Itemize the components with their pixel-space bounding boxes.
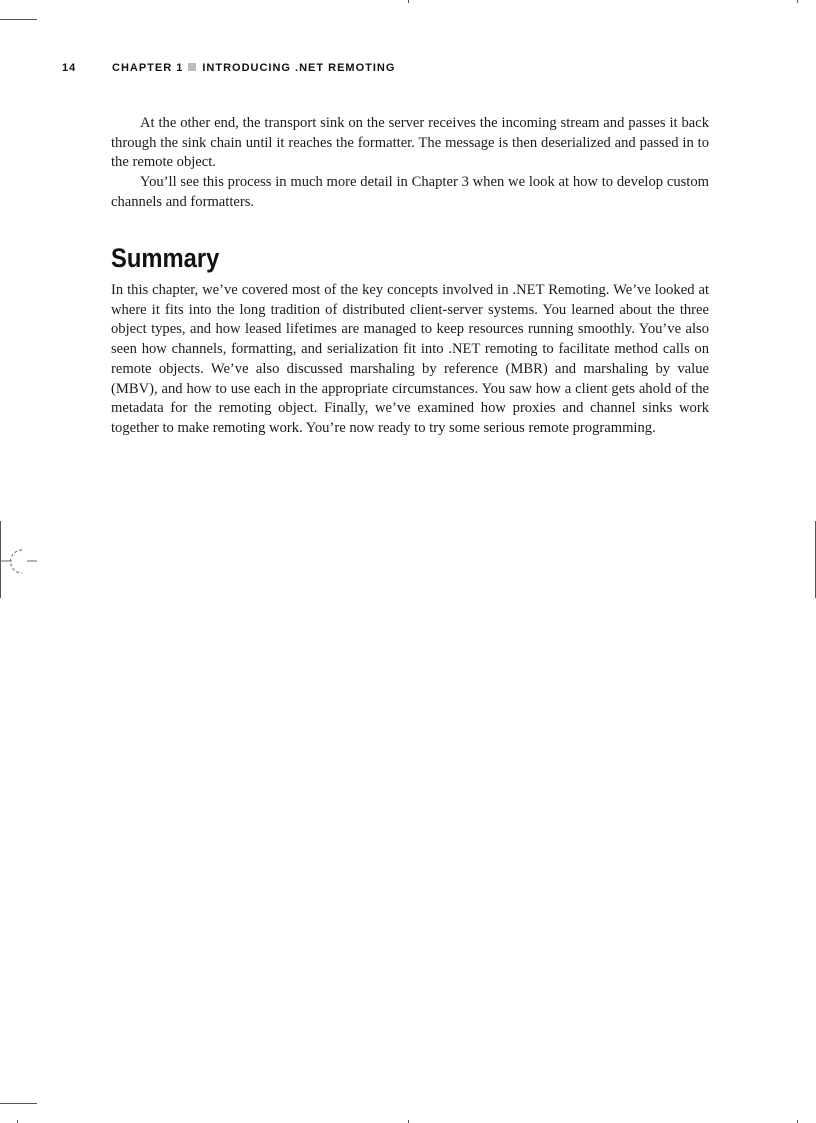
paragraph: At the other end, the transport sink on the server receives the incoming stream and passes it back through the sink chain until it reaches the formatter. The message is then deserialized and passed in to the remote object. [111, 115, 709, 171]
intro-text-block [111, 114, 709, 213]
header-separator-square-icon [188, 63, 196, 71]
tick-mark-top-right [797, 0, 798, 3]
crop-mark-top-left [0, 19, 37, 20]
summary-paragraph: In this chapter, we’ve covered most of the key concepts involved in .NET Remoting. We’ve looked at where it fits into the long tradition of distributed client-server systems. You learned about the three object types, and how leased lifetimes are managed to keep resources running smoothly. You’ve also seen how channels, formatting, and serialization fit into .NET remoting to facilitate method calls on remote objects. We’ve also discussed marshaling by reference (MBR) and marshaling by value (MBV), and how to use each in the appropriate circumstances. You saw how a client gets ahold of the metadata for the remoting object. Finally, we’ve examined how proxies and channel sinks work together to make remoting work. You’re now ready to try some serious remote programming. [111, 282, 709, 436]
crop-mark-bottom-left [0, 1103, 37, 1104]
running-header [62, 62, 762, 78]
summary-text-block [111, 281, 709, 439]
paragraph: You’ll see this process in much more detail in Chapter 3 when we look at how to develop custom channels and formatters. [111, 174, 709, 210]
chapter-number: CHAPTER 1 [112, 62, 184, 74]
chapter-title: INTRODUCING .NET REMOTING [202, 62, 396, 74]
registration-mark-icon [0, 548, 40, 576]
page-number: 14 [62, 62, 77, 74]
chapter-label [112, 62, 395, 74]
section-heading: Summary [111, 243, 220, 273]
tick-mark-top-center [408, 0, 409, 3]
